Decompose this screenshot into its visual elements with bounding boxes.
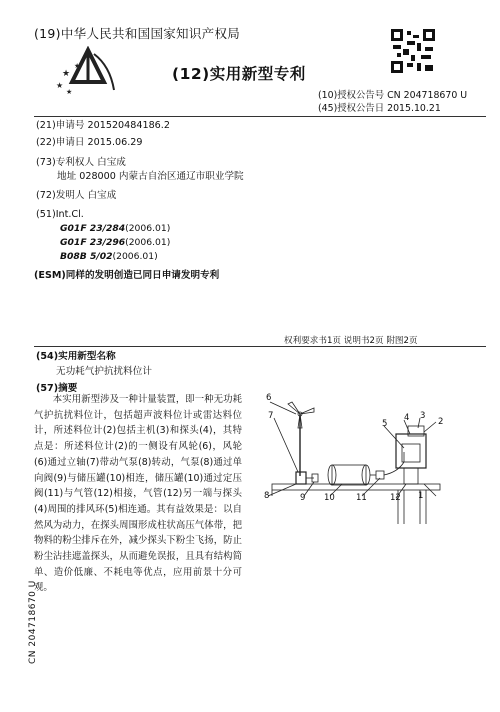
figure-label: 12: [390, 493, 401, 503]
ipc-code: B08B 5/02: [60, 251, 113, 262]
abstract-label: (57)摘要: [36, 383, 78, 394]
inventor: (72)发明人 白宝成: [36, 190, 117, 201]
side-publication-code: CN 204718670 U: [28, 580, 38, 664]
application-number: (21)申请号 201520484186.2: [36, 120, 170, 131]
qr-code: [390, 28, 436, 74]
publication-date: (45)授权公告日 2015.10.21: [318, 103, 441, 114]
ipc-code: G01F 23/296: [60, 237, 126, 248]
air-pump: [296, 472, 306, 484]
ipc-entry: [60, 223, 170, 235]
abstract-figure: [258, 392, 448, 532]
figure-label: 7: [268, 411, 274, 421]
utility-model-title: 无功耗气护抗扰料位计: [56, 366, 152, 377]
publication-number: (10)授权公告号 CN 204718670 U: [318, 90, 468, 101]
exhaust-ring: [402, 444, 420, 462]
wind-wheel-blade: [288, 402, 300, 414]
esm-note: (ESM)同样的发明创造已同日申请发明专利: [34, 270, 220, 281]
ipc-date: (2006.01): [112, 251, 158, 262]
patent-office-header: (19)中华人民共和国国家知识产权局: [34, 26, 241, 41]
figure-label: 9: [300, 493, 306, 503]
figure-label: 2: [438, 417, 444, 427]
document-type-title: (12)实用新型专利: [172, 65, 306, 83]
int-cl-label: (51)Int.Cl.: [36, 209, 84, 220]
figure-label: 6: [266, 393, 272, 403]
header-divider: [34, 116, 486, 117]
ipc-code: G01F 23/284: [60, 223, 126, 234]
svg-text:★: ★: [62, 69, 71, 79]
ipc-entry: [60, 251, 158, 263]
section-divider: [34, 346, 486, 347]
ipc-entry: [60, 237, 170, 249]
svg-text:★: ★: [56, 81, 64, 90]
application-date: (22)申请日 2015.06.29: [36, 137, 143, 148]
svg-text:★: ★: [66, 88, 73, 96]
figure-label: 1: [418, 491, 424, 501]
pressure-valve: [376, 471, 384, 479]
office-emblem-icon: [52, 46, 122, 98]
figure-label: 8: [264, 491, 270, 501]
page-counts: 权利要求书1页 说明书2页 附图2页: [284, 336, 418, 346]
leader-line: [270, 402, 296, 414]
title-label: (54)实用新型名称: [36, 351, 116, 362]
level-meter-host: [396, 434, 426, 468]
svg-text:★: ★: [74, 62, 81, 70]
leader-line: [424, 422, 436, 432]
patentee: (73)专利权人 白宝成: [36, 157, 126, 168]
probe: [404, 468, 418, 484]
abstract-text: 本实用新型涉及一种计量装置，即一种无功耗气护抗扰料位计，包括超声波料位计或雷达料位计，所述料位计(2)包括主机(3)和探头(4)，其特点是：所述料位计(2)的一侧设有风轮(6)，风轮(6)通过立轴(7)带动气泵(8)转动，气泵(8)通过单向阀(9)与储压罐(10)相连，储压罐(10)通过定压阀(11)与气管(12)相接，气管(12)另一端与探头(4)周围的排风环(5)相连通。其有益效果是：以自然风为动力，在探头周围形成柱状高压气体带，把物料的粉尘排斥在外，减少探头下粉尘飞扬，防止粉尘沾挂遮盖探头，从而避免误报，且具有结构简单、造价低廉、不耗电等优点，应用前景十分可观。: [34, 394, 242, 594]
figure-label: 11: [356, 493, 367, 503]
air-pipe: [384, 452, 404, 475]
figure-label: 5: [382, 419, 388, 429]
ipc-date: (2006.01): [125, 223, 171, 234]
ipc-date: (2006.01): [125, 237, 171, 248]
patentee-address: 地址 028000 内蒙古自治区通辽市职业学院: [57, 171, 244, 182]
leader-line: [384, 426, 404, 448]
pressure-tank: [332, 465, 366, 485]
figure-label: 3: [420, 411, 426, 421]
figure-label: 10: [324, 493, 335, 503]
figure-label: 4: [404, 413, 410, 423]
leader-line: [274, 418, 298, 472]
